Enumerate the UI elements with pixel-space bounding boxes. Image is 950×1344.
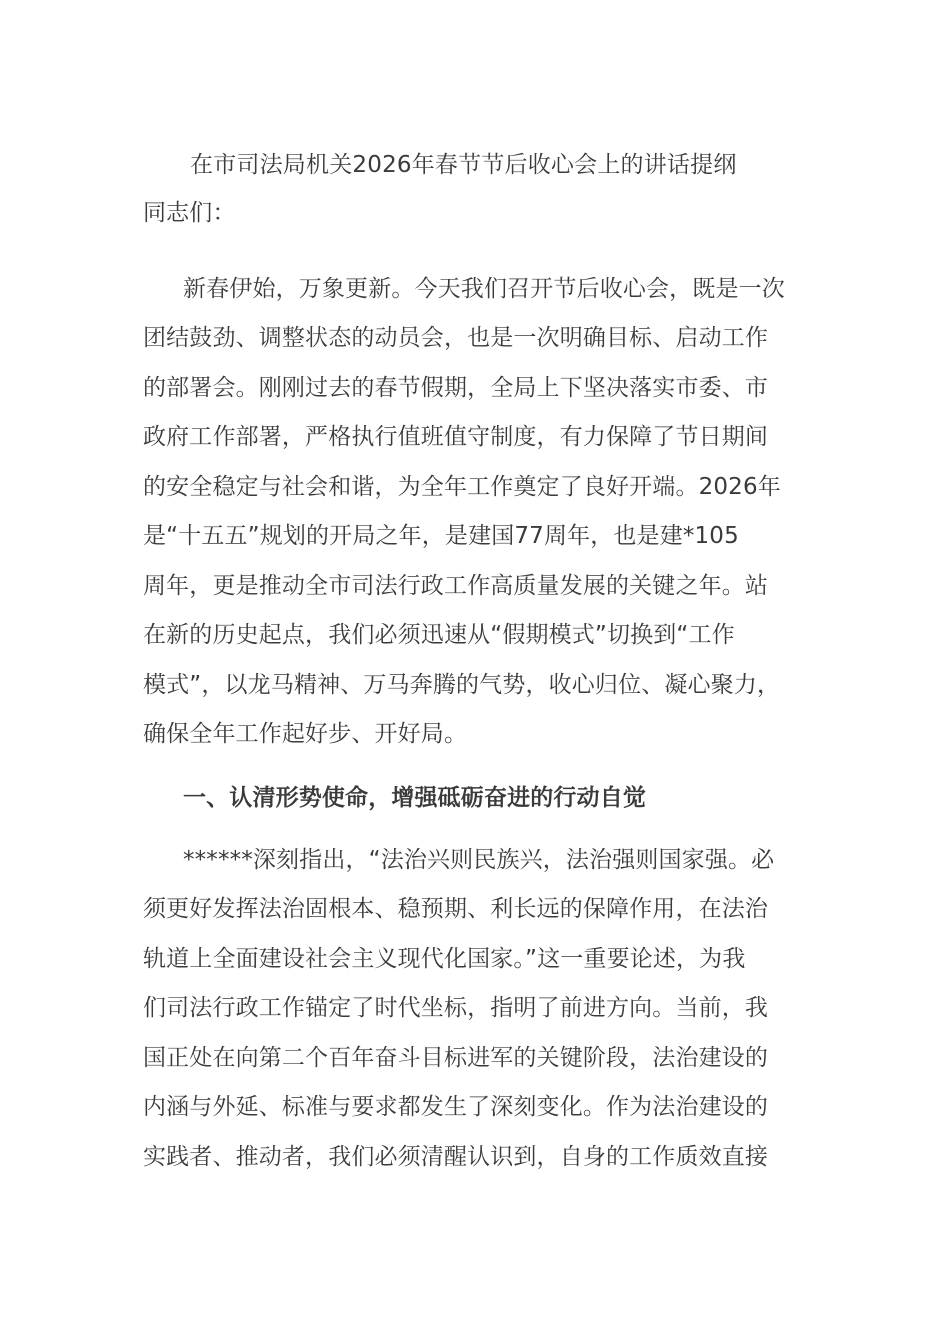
paragraph-line: 周年，更是推动全市司法行政工作高质量发展的关键之年。站: [143, 573, 769, 599]
paragraph-line: ******深刻指出，“法治兴则民族兴，法治强则国家强。必: [183, 847, 775, 873]
salutation: 同志们：: [143, 200, 236, 226]
paragraph-line: 轨道上全面建设社会主义现代化国家。”这一重要论述，为我: [143, 946, 746, 972]
paragraph-line: 须更好发挥法治固根本、稳预期、利长远的保障作用，在法治: [143, 896, 769, 922]
paragraph-line: 政府工作部署，严格执行值班值守制度，有力保障了节日期间: [143, 424, 769, 450]
paragraph-line: 是“十五五”规划的开局之年，是建国77周年，也是建*105: [143, 523, 739, 549]
section-heading: 一、认清形势使命，增强砥砺奋进的行动自觉: [183, 785, 646, 811]
paragraph-line: 模式”，以龙马精神、万马奔腾的气势，收心归位、凝心聚力，: [143, 672, 781, 698]
paragraph-line: 国正处在向第二个百年奋斗目标进军的关键阶段，法治建设的: [143, 1045, 769, 1071]
paragraph-line: 确保全年工作起好步、开好局。: [143, 721, 468, 747]
paragraph-line: 新春伊始，万象更新。今天我们召开节后收心会，既是一次: [183, 276, 785, 302]
paragraph-line: 在新的历史起点，我们必须迅速从“假期模式”切换到“工作: [143, 622, 735, 648]
paragraph-line: 内涵与外延、标准与要求都发生了深刻变化。作为法治建设的: [143, 1094, 769, 1120]
paragraph-line: 的部署会。刚刚过去的春节假期，全局上下坚决落实市委、市: [143, 375, 769, 401]
paragraph-line: 的安全稳定与社会和谐，为全年工作奠定了良好开端。2026年: [143, 474, 781, 500]
paragraph-line: 实践者、推动者，我们必须清醒认识到，自身的工作质效直接: [143, 1144, 769, 1170]
paragraph-line: 团结鼓劲、调整状态的动员会，也是一次明确目标、启动工作: [143, 325, 769, 351]
paragraph-line: 们司法行政工作锚定了时代坐标，指明了前进方向。当前，我: [143, 995, 769, 1021]
document-title: 在市司法局机关2026年春节节后收心会上的讲话提纲: [190, 152, 737, 178]
